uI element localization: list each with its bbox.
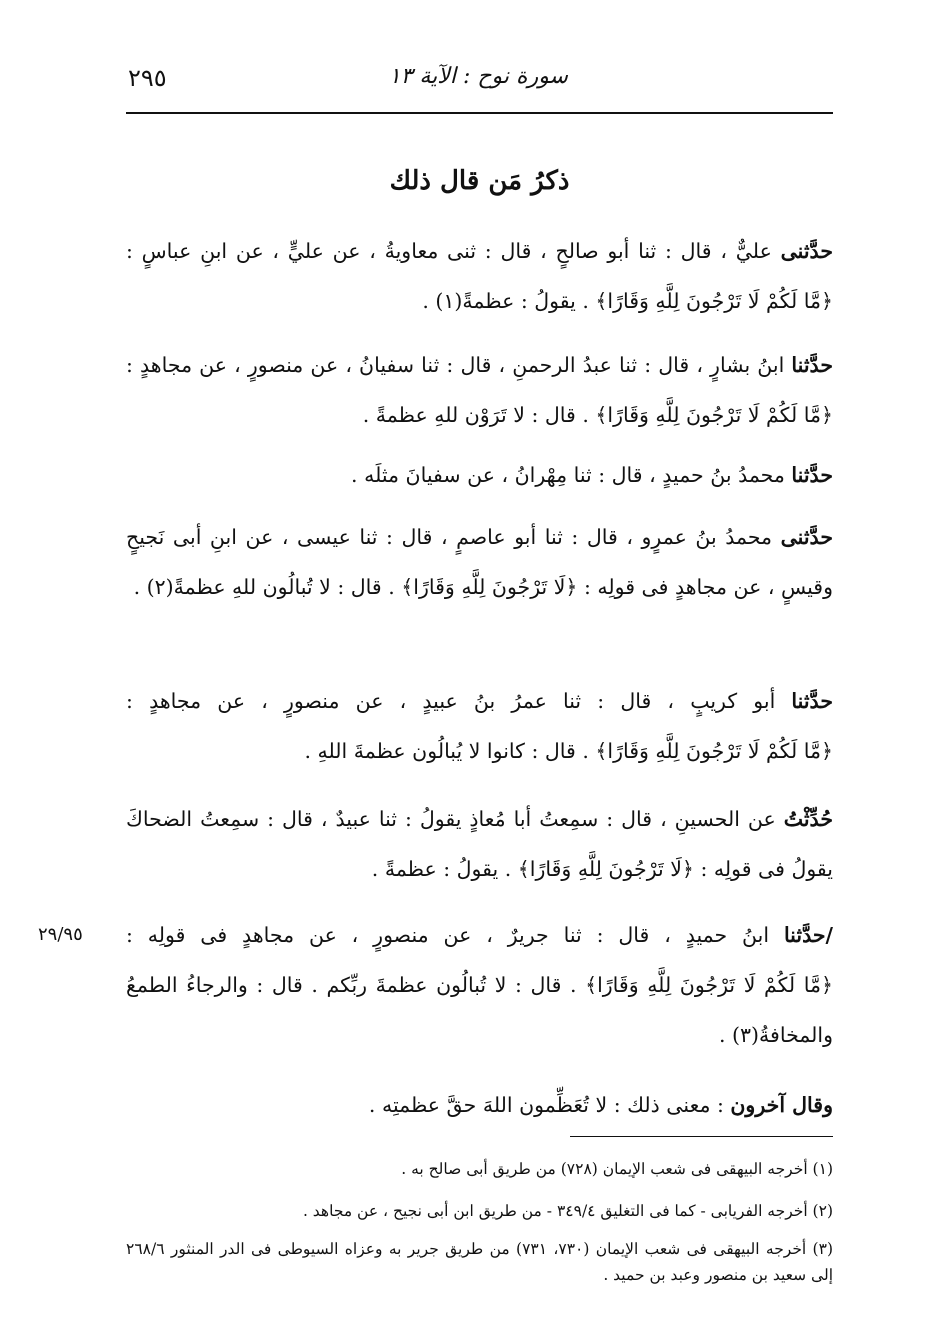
paragraph-text: ابنُ بشارٍ ، قال : ثنا عبدُ الرحمنِ ، قال : ثنا سفيانُ ، عن منصورٍ ، عن مجاهدٍ : — [126, 353, 792, 377]
paragraph-4 — [126, 512, 833, 612]
paragraph-lead: حدَّثنا — [791, 353, 833, 377]
paragraph-tail: . قال : لا تُبالُون للهِ عظمةً(٢) . — [133, 575, 402, 599]
paragraph-5 — [126, 676, 833, 776]
paragraph-text: عن الحسينِ ، قال : سمِعتُ أبا مُعاذٍ يقولُ : ثنا عبيدٌ ، قال : سمِعتُ الضحاكَ يقولُ فى قولِه : — [126, 807, 833, 881]
paragraph-lead: /حدَّثنا — [783, 923, 833, 947]
footnote-rule — [570, 1136, 833, 1137]
quran-quote: ﴿مَّا لَكُمْ لَا تَرْجُونَ لِلَّهِ وَقَارًا﴾ — [595, 289, 833, 313]
paragraph-6 — [126, 794, 833, 894]
paragraph-lead: حدَّثنا — [791, 463, 833, 487]
running-title: سورة نوح : الآية ١٣ — [388, 64, 568, 89]
paragraph-tail: . يقولُ : عظمةً . — [371, 857, 518, 881]
footnote-1: (١) أخرجه البيهقى فى شعب الإيمان (٧٢٨) من طريق أبى صالح به . — [401, 1160, 833, 1178]
margin-reference: ٢٩/٩٥ — [38, 924, 83, 945]
paragraph-text: عليٌّ ، قال : ثنا أبو صالحٍ ، قال : ثنى معاويةُ ، عن عليٍّ ، عن ابنِ عباسٍ : — [126, 239, 781, 263]
paragraph-lead: حدَّثنى — [780, 525, 833, 549]
section-title: ذكرُ مَن قال ذلك — [389, 166, 570, 196]
page-number: ٢٩٥ — [128, 64, 167, 92]
paragraph-tail: . يقولُ : عظمةً(١) . — [422, 289, 596, 313]
paragraph-lead: حدَّثنى — [780, 239, 833, 263]
paragraph-lead: حدَّثنا — [791, 689, 833, 713]
quran-quote: ﴿مَّا لَكُمْ لَا تَرْجُونَ لِلَّهِ وَقَارًا﴾ — [595, 739, 833, 763]
paragraph-lead: وقال آخرون — [730, 1093, 833, 1117]
paragraph-tail: . قال : كانوا لا يُبالُون عظمةَ اللهِ . — [304, 739, 596, 763]
paragraph-3 — [126, 450, 833, 500]
paragraph-text: محمدُ بنُ حميدٍ ، قال : ثنا مِهْرانُ ، عن سفيانَ مثلَه . — [351, 463, 792, 487]
paragraph-text: محمدُ بنُ عمرٍو ، قال : ثنا أبو عاصمٍ ، قال : ثنا عيسى ، عن ابنِ أبى نَجيحٍ وقيسٍ ، عن مجاهدٍ فى قولِه : — [126, 525, 833, 599]
paragraph-lead: حُدِّثْتُ — [783, 807, 833, 831]
paragraph-text: : معنى ذلك : لا تُعَظِّمون اللهَ حقَّ عظمتِه . — [368, 1093, 731, 1117]
paragraph-tail: . قال : لا تُبالُون عظمةَ ربِّكم . قال : والرجاءُ الطمعُ والمخافةُ(٣) . — [126, 973, 833, 1047]
paragraph-text: ابنُ حميدٍ ، قال : ثنا جريرٌ ، عن منصورٍ ، عن مجاهدٍ فى قولِه : — [126, 923, 784, 947]
quran-quote: ﴿مَّا لَكُمْ لَا تَرْجُونَ لِلَّهِ وَقَارًا﴾ — [595, 403, 833, 427]
paragraph-text: أبو كريبٍ ، قال : ثنا عمرُ بنُ عبيدٍ ، عن منصورٍ ، عن مجاهدٍ : — [126, 689, 792, 713]
quran-quote: ﴿مَّا لَكُمْ لَا تَرْجُونَ لِلَّهِ وَقَارًا﴾ — [585, 973, 833, 997]
footnote-3: (٣) أخرجه البيهقى فى شعب الإيمان (٧٣٠، ٧٣١) من طريق جرير به وعزاه السيوطى فى الدر المنثور ٢٦٨/٦ إلى سعيد بن منصور وعبد بن حميد . — [126, 1240, 833, 1284]
header-rule — [126, 112, 833, 114]
quran-quote: ﴿لَا تَرْجُونَ لِلَّهِ وَقَارًا﴾ — [401, 575, 578, 599]
paragraph-2 — [126, 340, 833, 440]
paragraph-7 — [126, 910, 833, 1060]
paragraph-1 — [126, 226, 833, 326]
quran-quote: ﴿لَا تَرْجُونَ لِلَّهِ وَقَارًا﴾ — [517, 857, 694, 881]
paragraph-8 — [126, 1080, 833, 1130]
paragraph-tail: . قال : لا تَرَوْن للهِ عظمةً . — [362, 403, 596, 427]
footnote-2: (٢) أخرجه الفريابى - كما فى التغليق ٣٤٩/٤ - من طريق ابن أبى نجيح ، عن مجاهد . — [302, 1202, 833, 1220]
